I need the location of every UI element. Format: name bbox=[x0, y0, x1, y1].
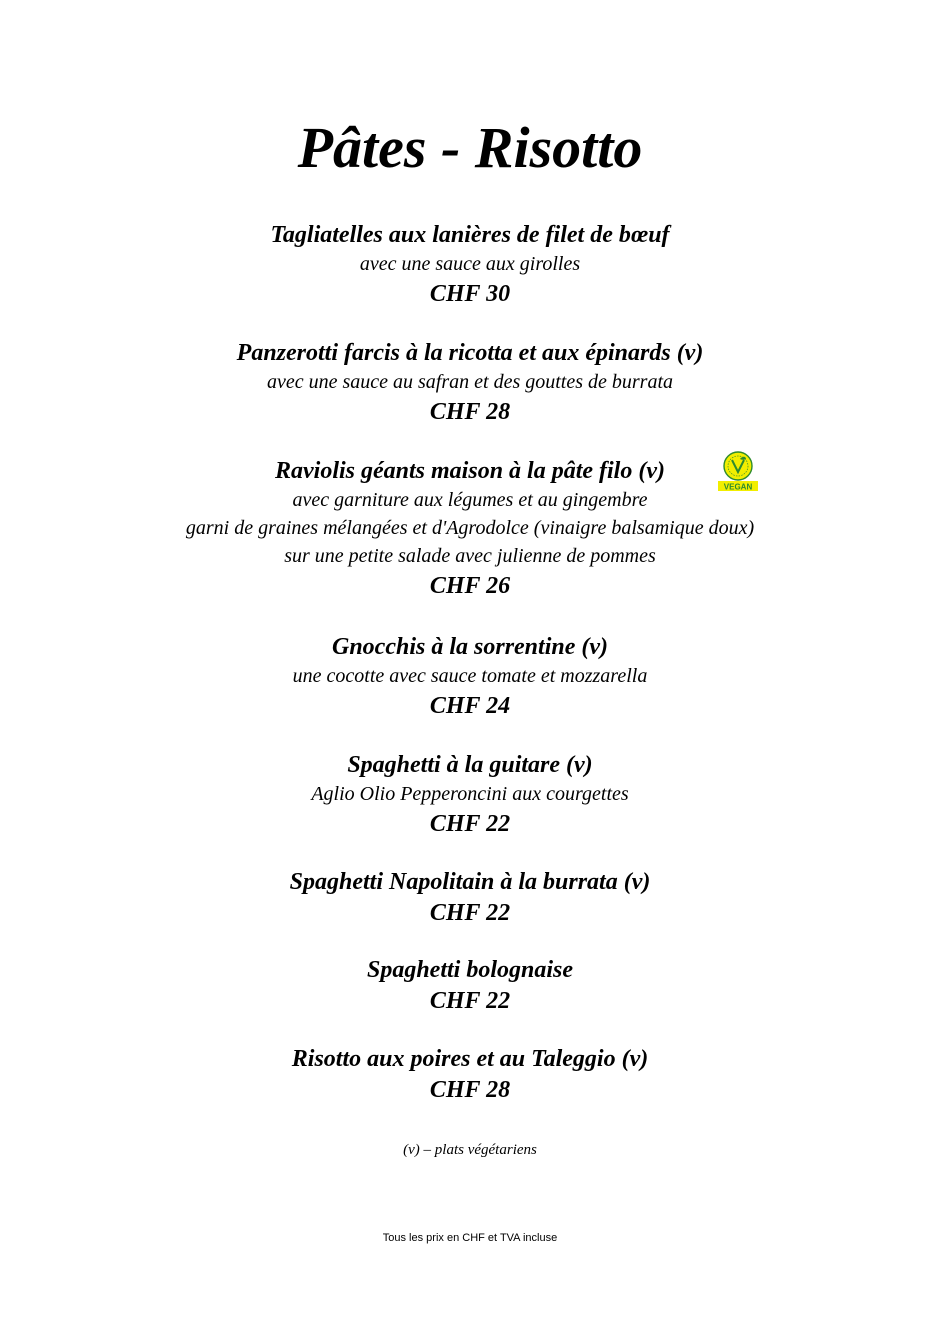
dish-price: CHF 24 bbox=[429, 693, 511, 719]
dish-name: Spaghetti Napolitain à la burrata (v) bbox=[289, 869, 651, 895]
dish-description: sur une petite salade avec julienne de pommes bbox=[284, 545, 656, 567]
dish-name: Raviolis géants maison à la pâte filo (v) bbox=[275, 458, 665, 484]
dish-price: CHF 28 bbox=[429, 1077, 511, 1103]
vegan-badge-icon bbox=[715, 450, 761, 492]
dish-price: CHF 22 bbox=[429, 811, 511, 837]
dish-name: Panzerotti farcis à la ricotta et aux épinards (v) bbox=[236, 340, 704, 366]
dish-name: Gnocchis à la sorrentine (v) bbox=[332, 634, 608, 660]
page-title: Pâtes - Risotto bbox=[297, 115, 643, 180]
dish-name: Tagliatelles aux lanières de filet de bœuf bbox=[270, 222, 670, 248]
dish-name: Spaghetti à la guitare (v) bbox=[347, 752, 593, 778]
dish-item bbox=[0, 955, 940, 1017]
vegan-badge-label: VEGAN bbox=[723, 482, 753, 492]
dish-name: Spaghetti bolognaise bbox=[366, 957, 574, 983]
dish-description: avec une sauce au safran et des gouttes de burrata bbox=[266, 371, 674, 393]
dish-description: avec garniture aux légumes et au gingembre bbox=[292, 489, 648, 511]
dish-price: CHF 26 bbox=[429, 573, 511, 599]
dish-description: une cocotte avec sauce tomate et mozzarella bbox=[292, 665, 648, 687]
dish-item bbox=[0, 456, 940, 602]
dish-description: Aglio Olio Pepperoncini aux courgettes bbox=[311, 783, 629, 805]
dish-item bbox=[0, 338, 940, 428]
dish-price: CHF 22 bbox=[429, 988, 511, 1014]
vegetarian-footnote: (v) – plats végétariens bbox=[403, 1142, 537, 1158]
dish-name: Risotto aux poires et au Taleggio (v) bbox=[291, 1046, 649, 1072]
dish-item bbox=[0, 867, 940, 929]
dish-item bbox=[0, 632, 940, 722]
dish-item bbox=[0, 220, 940, 310]
dish-description: garni de graines mélangées et d'Agrodolce (vinaigre balsamique doux) bbox=[185, 517, 755, 539]
dish-price: CHF 22 bbox=[429, 900, 511, 926]
dish-item bbox=[0, 750, 940, 840]
dish-price: CHF 30 bbox=[429, 281, 511, 307]
dish-description: avec une sauce aux girolles bbox=[359, 253, 581, 275]
price-note: Tous les prix en CHF et TVA incluse bbox=[382, 1232, 558, 1244]
dish-price: CHF 28 bbox=[429, 399, 511, 425]
dish-item bbox=[0, 1044, 940, 1106]
